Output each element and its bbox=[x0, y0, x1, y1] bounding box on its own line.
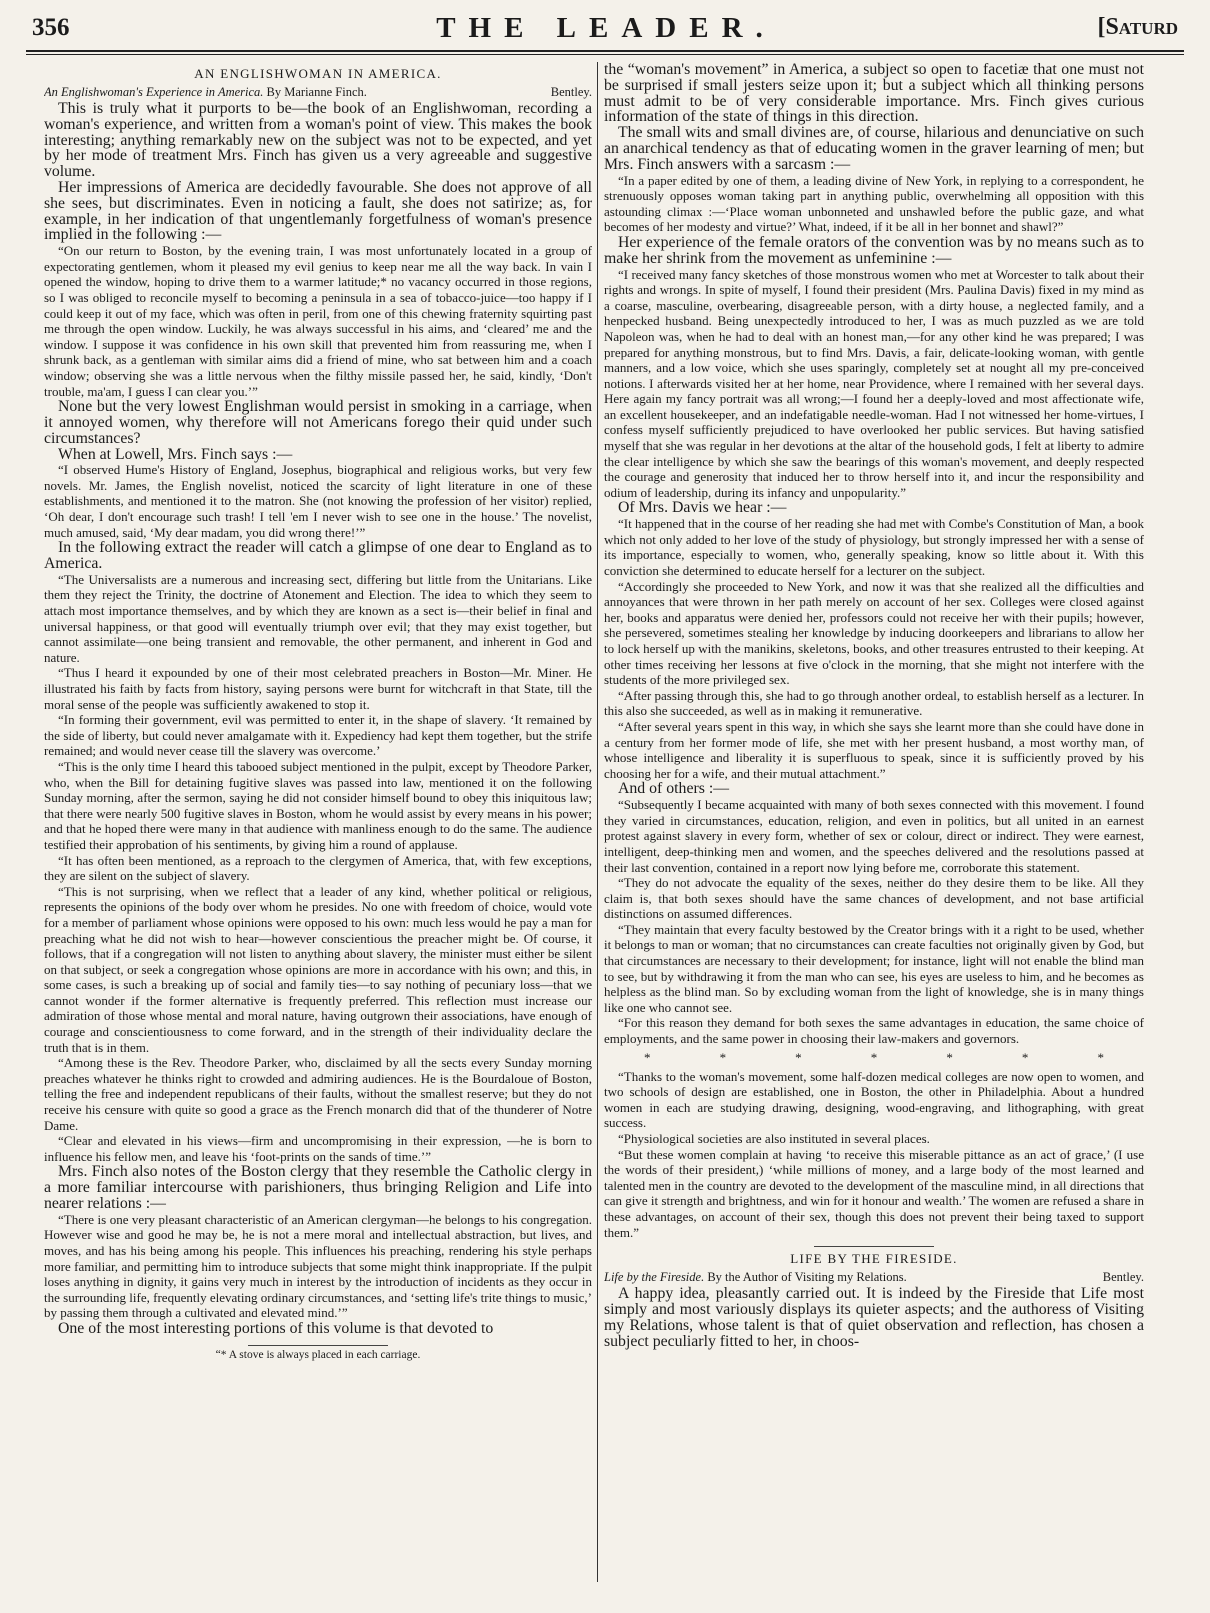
footnote-rule bbox=[248, 1345, 388, 1346]
issue-date: [Saturd bbox=[1097, 14, 1178, 40]
quotation: “This is not surprising, when we reflect that a leader of any kind, whether political or religious, represents the opinions of the body over whom he presides. No one with freedom of choice, would vote for a member of parliament whose opinions were opposed to his own: much less would he pay a man for preaching what he did not wish to hear—however conscientious the preacher might be. Of course, it follows, that if a congregation will not listen to anything about slavery, the minister must either be silent on that subject, or seek a congregation whose opinions are more in accordance with his own; and this, in some cases, is such a breaking up of social and family ties—to say nothing of pecuniary loss—that we cannot wonder if the former alternative is frequently preferred. This reflection must increase our admiration of those whose mental and moral nature, having outgrown their associations, have enough of courage and conscientiousness to come forward, and in the strength of their individuality declare the truth that is in them. bbox=[44, 883, 592, 1055]
newspaper-title: THE LEADER. bbox=[436, 12, 776, 44]
quotation: “But these women complain at having ‘to receive this miserable pittance as an act of grace,’ (I use the words of their president,) ‘while millions of money, and a large body of the most learned and talented men in the country are devoted to the development of the masculine mind, in all directions that can give it strength and brightness, and win for it honour and wealth.’ The women are refused a share in these advantages, on account of their sex, though this does not prevent their being taxed to support them.” bbox=[604, 1146, 1144, 1240]
quotation: “After passing through this, she had to go through another ordeal, to establish herself as a lecturer. In this also she succeeded, as well as in making it remunerative. bbox=[604, 687, 1144, 719]
quotation: “In forming their government, evil was permitted to enter it, in the shape of slavery. ‘It remained by the side of liberty, but could never amalgamate with it. Expediency had kept them together, but the strife remained; and would never cease till the slavery was overcome.’ bbox=[44, 712, 592, 759]
quotation: “For this reason they demand for both sexes the same advantages in education, the same choice of employments, and the same power in choosing their law-makers and governors. bbox=[604, 1015, 1144, 1047]
paragraph: None but the very lowest Englishman would persist in smoking in a carriage, when it annoyed women, why therefore will not Americans forego their quid under such circumstances? bbox=[44, 398, 592, 447]
paragraph: A happy idea, pleasantly carried out. It is indeed by the Fireside that Life most simply and most variously displays its quieter aspects; and the authoress of Visiting my Relations, whose talent is that of quiet observation and reflection, has chosen a subject peculiarly fitted to her, in choos- bbox=[604, 1285, 1144, 1350]
quotation: “This is the only time I heard this tabooed subject mentioned in the pulpit, except by Theodore Parker, who, when the Bill for detaining fugitive slaves was passed into law, mentioned it on the following Sunday morning, after the sermon, saying he did not consider himself bound to obey this iniquitous law; that there were nearly 500 fugitive slaves in Boston, whom he would assist by every means in his power; and that he hoped there were many in that audience with manliness enough to do the same. The audience testified their approbation of his sentiments, by giving him a round of applause. bbox=[44, 758, 592, 852]
quotation: “There is one very pleasant characteristic of an American clergyman—he belongs to his congregation. However wise and good he may be, he is not a mere moral and intellectual abstraction, but lives, and moves, and has his being among his people. This influences his preaching, rendering his style perhaps more familiar, and permitting him to introduce subjects that some might think inappropriate. If the pulpit loses anything in dignity, it gains very much in interest by the introduction of incidents as they occur in the surrounding life, frequently elevating ordinary circumstances, and ‘setting life's trite things to music,’ by passing them through a cultivated and elevated mind.’” bbox=[44, 1211, 592, 1321]
quotation: “They do not advocate the equality of the sexes, neither do they desire them to be like. All they claim is, that both sexes should have the same chances of development, and not base artificial distinctions on assumed differences. bbox=[604, 875, 1144, 922]
quotation: “It happened that in the course of her reading she had met with Combe's Constitution of Man, a book which not only added to her love of the study of physiology, but strongly impressed her with a sense of its importance, especially to women, who, generally speaking, know so little about it. With this conviction she determined to educate herself for a lecturer on the subject. bbox=[604, 516, 1144, 579]
paragraph: The small wits and small divines are, of course, hilarious and denunciative on such an anarchical tendency as that of educating women in the graver learning of men; but Mrs. Finch answers with a sarcasm :— bbox=[604, 124, 1144, 173]
paragraph: Of Mrs. Davis we hear :— bbox=[618, 499, 787, 517]
quotation: “It has often been mentioned, as a reproach to the clergymen of America, that, with few exceptions, they are silent on the subject of slavery. bbox=[44, 852, 592, 884]
page-number: 356 bbox=[32, 14, 70, 41]
article-separator bbox=[814, 1246, 934, 1247]
paragraph: Her impressions of America are decidedly favourable. She does not approve of all she sees, but discriminates. Even in noticing a fault, she does not satirize; as, for example, in her indication of that ungentlemanly forgetfulness of woman's presence implied in the following :— bbox=[44, 178, 592, 244]
quotation: “The Universalists are a numerous and increasing sect, differing but little from the Unitarians. Like them they reject the Trinity, the doctrine of Atonement and Election. The idea to which they seem to attach most importance themselves, and by which they are known as a sect is—their belief in final and universal happiness, or that good will eventually triumph over evil; that they may exist together, but cannot assimilate—one being transient and removable, the other permanent, and inherent in God and nature. bbox=[44, 571, 592, 665]
byline-book-title: An Englishwoman's Experience in America. bbox=[44, 85, 264, 99]
byline-book-title: Life by the Fireside. bbox=[604, 1270, 705, 1285]
column-divider bbox=[597, 62, 598, 1582]
byline-author: By the Author of Visiting my Relations. bbox=[707, 1270, 907, 1285]
quotation: “They maintain that every faculty bestowed by the Creator brings with it a right to be used, whether it belongs to man or woman; that no circumstances can create faculties not originally given by God, but that circumstances are necessary to their development; for instance, light will not enable the blind man to see, but by withdrawing it from the man who can see, his eyes are useless to him, and he becomes as helpless as the blind man. So by excluding woman from the light of knowledge, she is in many things like one who cannot see. bbox=[604, 921, 1144, 1015]
quotation: “Accordingly she proceeded to New York, and now it was that she realized all the difficulties and annoyances that were thrown in her path merely on account of her sex. Colleges were closed against her, books and apparatus were denied her, professors could not receive her with their pupils; however, she persevered, sometimes stealing her knowledge by inducing doorkeepers and librarians to allow her to lock herself up with the manikins, skeletons, books, and other treasures entrusted to their keeping. At other times receiving her lessons at five o'clock in the morning, that she might not interfere with the students of the more privileged sex. bbox=[604, 578, 1144, 688]
paragraph: In the following extract the reader will catch a glimpse of one dear to England as to America. bbox=[44, 539, 592, 573]
paragraph: And of others :— bbox=[618, 780, 730, 798]
byline-publisher: Bentley. bbox=[550, 85, 592, 99]
footnote: “* A stove is always placed in each carriage. bbox=[215, 1348, 421, 1361]
quotation: “Physiological societies are also instituted in several places. bbox=[618, 1131, 930, 1147]
quotation: “I observed Hume's History of England, Josephus, biographical and religious works, but very few novels. Mr. James, the English novelist, noticed the scarcity of light literature in one of these establishments, and mentioned it to the matron. She (not knowing the profession of her visitor) replied, ‘Oh dear, I don't encourage such trash! I tell 'em I never wish to see one in the house.’ The novelist, much amused, said, ‘My dear madam, you did wrong there!’” bbox=[44, 462, 592, 540]
paragraph: This is truly what it purports to be—the book of an Englishwoman, recording a woman's experience, and written from a woman's point of view. This makes the book interesting; anything remarkably new on the subject was not to be expected, and yet by her mode of treatment Mrs. Finch has given us a very agreeable and suggestive volume. bbox=[44, 100, 592, 181]
quotation: “After several years spent in this way, in which she says she learnt more than she could have done in a century from her former mode of life, she met with her present husband, a most worthy man, of whose intelligence and liberality it is superfluous to speak, since it is sufficiently proved by his choosing her for a wife, and their mutual attachment.” bbox=[604, 718, 1144, 781]
paragraph: One of the most interesting portions of this volume is that devoted to bbox=[58, 1319, 494, 1337]
byline-author: By Marianne Finch. bbox=[266, 85, 367, 99]
article-byline-2 bbox=[604, 1269, 1144, 1285]
article-byline bbox=[44, 84, 592, 100]
quotation: “On our return to Boston, by the evening train, I was most unfortunately located in a group of expectorating gentlemen, whom it pleased my evil genius to keep near me all the way back. In vain I opened the window, hoping to drive them to a warmer latitude;* no vacancy occurred in those regions, so I was obliged to reconcile myself to becoming a peninsula in a sea of tobacco-juice—too happy if I could keep it out of my face, which was often in peril, from one of this chewing fraternity squirting past me through the open window. Luckily, he was always successful in his aims, and ‘cleared’ me and the window. I suppose it was confidence in his own skill that prevented him from reassuring me, when I shrunk back, as a gentleman with similar aims did a friend of mine, who sat between him and a coach window; observing she was a little nervous when the filthy missile passed her, he said, kindly, ‘Don't trouble, ma'am, I guess I can clear you.’” bbox=[44, 243, 592, 399]
section-break-stars: * * * * * * * bbox=[644, 1049, 1104, 1065]
quotation: “Thus I heard it expounded by one of their most celebrated preachers in Boston—Mr. Miner. He illustrated his faith by facts from history, saying persons were burnt for witchcraft in that State, till the moral sense of the people was sufficiently awakened to stop it. bbox=[44, 665, 592, 712]
quotation: “Clear and elevated in his views—firm and uncompromising in their expression, —he is born to influence his fellow men, and leave his ‘foot-prints on the sands of time.’” bbox=[44, 1133, 592, 1164]
article-heading-2: LIFE BY THE FIRESIDE. bbox=[790, 1251, 958, 1267]
quotation: “Subsequently I became acquainted with many of both sexes connected with this movement. I found they varied in circumstances, education, religion, and even in politics, but all united in an earnest protest against slavery in every form, whether of sex or colour, direct or indirect. They were earnest, intelligent, deep-thinking men and women, and the speeches delivered and the resolutions passed at their last convention, contained in a report now lying before me, corroborate this statement. bbox=[604, 797, 1144, 875]
quotation: “In a paper edited by one of them, a leading divine of New York, in replying to a correspondent, he strenuously opposes woman taking part in anything public, overwhelming all opposition with this astounding climax :—‘Place woman unbonneted and unshawled before the public gaze, and what becomes of her modesty and virtue?’ What, indeed, if it be all in her bonnet and shawl?” bbox=[604, 172, 1144, 235]
masthead-rule bbox=[26, 50, 1184, 52]
left-column bbox=[44, 62, 592, 1582]
byline-publisher: Bentley. bbox=[1102, 1270, 1144, 1285]
masthead bbox=[26, 12, 1186, 46]
right-column bbox=[604, 62, 1144, 1608]
paragraph: When at Lowell, Mrs. Finch says :— bbox=[58, 445, 293, 463]
quotation: “I received many fancy sketches of those monstrous women who met at Worcester to talk about their rights and wrongs. In spite of myself, I found their president (Mrs. Paulina Davis) fixed in my mind as a coarse, masculine, overbearing, disagreeable person, with a dirty house, a neglected family, and a henpecked husband. Being unexpectedly introduced to her, I was as much puzzled as we are told Napoleon was, when he had to deal with an honest man,—for any other kind he was prepared; I was prepared for anything monstrous, but to find Mrs. Davis, a fair, delicate-looking woman, with gentle manners, and a low voice, which she uses sparingly, completely set at nought all my pre-conceived notions. I afterwards visited her at her home, near Providence, where I remained with her several days. Here again my fancy portrait was all wrong;—I found her a deeply-loved and most affectionate wife, an excellent housekeeper, and an indefatigable needle-woman. Had I not witnessed her home-virtues, I confess myself sufficiently prejudiced to have overlooked her public services. But having satisfied myself that she was regular in her devotions at the altar of the household gods, I felt at liberty to admire the clear intelligence by which she saw the bearings of this woman's movement, and deeply respected the courage and generosity that induced her to throw herself into it, and incur the responsibility and odium of leadership, during its infancy and unpopularity.” bbox=[604, 266, 1144, 500]
paragraph: Her experience of the female orators of the convention was by no means such as to make her shrink from the movement as unfeminine :— bbox=[604, 233, 1144, 267]
paragraph: the “woman's movement” in America, a subject so open to facetiæ that one must not be surprised if small jesters seize upon it; but a subject which all thinking persons must admit to be of very considerable importance. Mrs. Finch gives curious information of the state of things in this direction. bbox=[604, 62, 1144, 126]
paragraph: Mrs. Finch also notes of the Boston clergy that they resemble the Catholic clergy in a more familiar intercourse with parishioners, thus bringing Religion and Life into nearer relations :— bbox=[44, 1163, 592, 1213]
quotation: “Among these is the Rev. Theodore Parker, who, disclaimed by all the sects every Sunday morning preaches whatever he thinks right to crowded and admiring audiences. He is the Bourdaloue of Boston, telling the free and independent republicans of their faults, without the smallest reserve; but they do not receive his censure with quite so good a grace as the French monarch did that of the thunderer of Notre Dame. bbox=[44, 1055, 592, 1133]
article-heading: AN ENGLISHWOMAN IN AMERICA. bbox=[194, 66, 442, 81]
masthead-rule-thin bbox=[26, 54, 1184, 55]
quotation: “Thanks to the woman's movement, some half-dozen medical colleges are now open to women, and two schools of design are established, one in Boston, the other in Philadelphia. About a hundred women in each are studying drawing, designing, wood-engraving, and lithographing, with great success. bbox=[604, 1068, 1144, 1131]
